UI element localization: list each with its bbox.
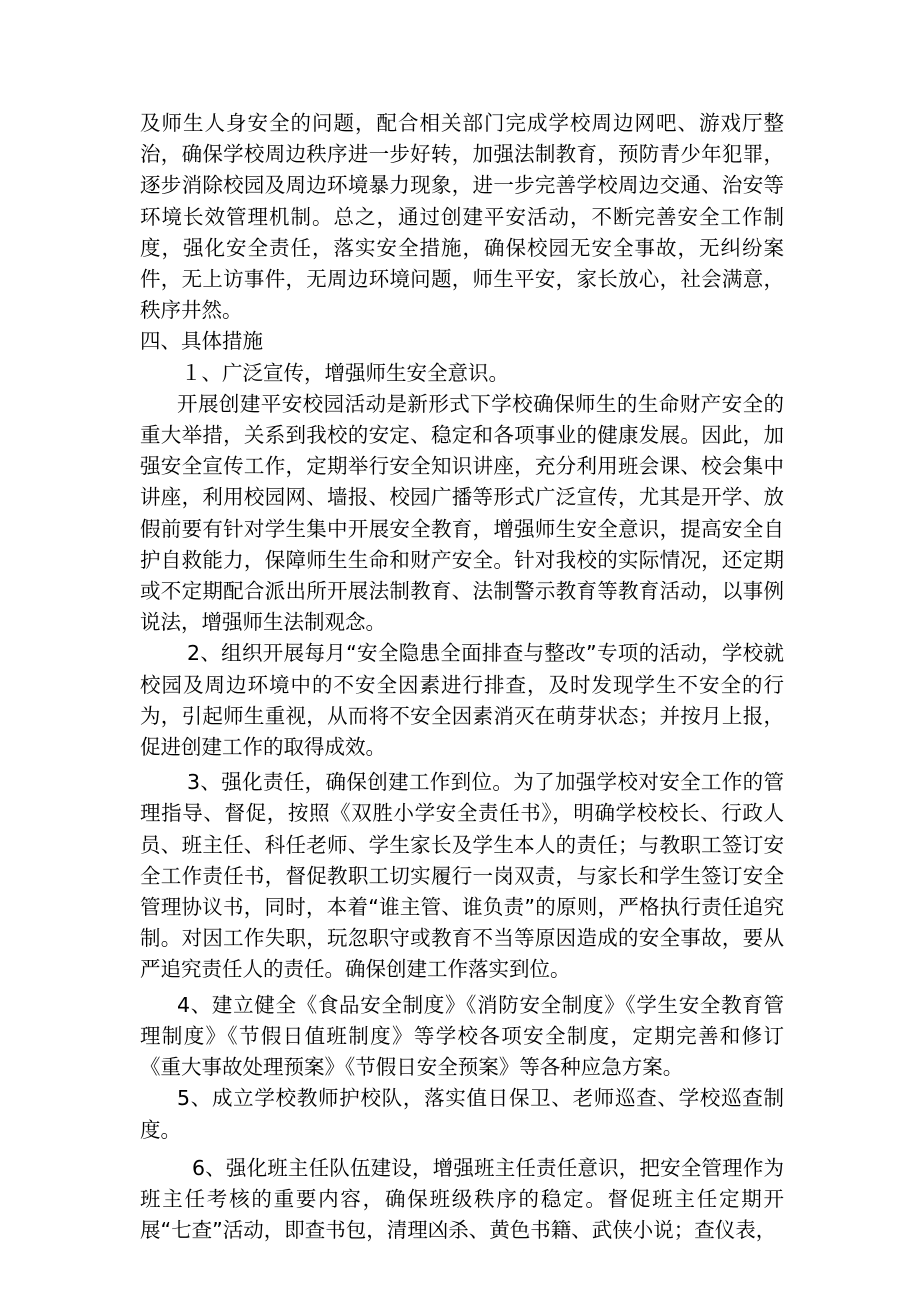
document-page: [140, 108, 784, 1246]
measure-1-heading: １、广泛宣传，增强师生安全意识。: [181, 360, 509, 385]
measure-1-body: 开展创建平安校园活动是新形式下学校确保师生的生命财产安全的重大举措，关系到我校的安定、稳定和各项事业的健康发展。因此，加强安全宣传工作，定期举行安全知识讲座，充分利用班会课、校会集中讲座，利用校园网、墙报、校园广播等形式广泛宣传，尤其是开学、放假前要有针对学生集中开展安全教育，增强师生安全意识，提高安全自护自救能力，保障师生生命和财产安全。针对我校的实际情况，还定期或不定期配合派出所开展法制教育、法制警示教育等教育活动，以事例说法，增强师生法制观念。: [140, 391, 784, 635]
paragraph-goals-continued: 及师生人身安全的问题，配合相关部门完成学校周边网吧、游戏厅整治，确保学校周边秩序进一步好转，加强法制教育，预防青少年犯罪，逐步消除校园及周边环境暴力现象，进一步完善学校周边交通、治安等环境长效管理机制。总之，通过创建平安活动，不断完善安全工作制度，强化安全责任，落实安全措施，确保校园无安全事故，无纠纷案件，无上访事件，无周边环境问题，师生平安，家长放心，社会满意，秩序井然。: [140, 111, 784, 323]
measure-3: 3、强化责任，确保创建工作到位。为了加强学校对安全工作的管理指导、督促，按照《双胜小学安全责任书》，明确学校校长、行政人员、班主任、科任老师、学生家长及学生本人的责任；与教职工签订安全工作责任书，督促教职工切实履行一岗双责，与家长和学生签订安全管理协议书，同时，本着“谁主管、谁负责”的原则，严格执行责任追究制。对因工作失职，玩忽职守或教育不当等原因造成的安全事故，要从严追究责任人的责任。确保创建工作落实到位。: [140, 770, 784, 982]
measure-4: 4、建立健全《食品安全制度》《消防安全制度》《学生安全教育管理制度》《节假日值班制度》等学校各项安全制度，定期完善和修订《重大事故处理预案》《节假日安全预案》等各种应急方案。: [140, 992, 784, 1080]
section-heading-measures: 四、具体措施: [140, 329, 263, 354]
measure-2: 2、组织开展每月“安全隐患全面排查与整改”专项的活动，学校就校园及周边环境中的不安全因素进行排查，及时发现学生不安全的行为，引起师生重视，从而将不安全因素消灭在萌芽状态；并按月上报，促进创建工作的取得成效。: [140, 641, 784, 760]
measure-6: 6、强化班主任队伍建设，增强班主任责任意识，把安全管理作为班主任考核的重要内容，确保班级秩序的稳定。督促班主任定期开展“七查”活动，即查书包，清理凶杀、黄色书籍、武侠小说；查仪表，: [140, 1155, 784, 1243]
measure-5: 5、成立学校教师护校队，落实值日保卫、老师巡查、学校巡查制度。: [140, 1086, 784, 1142]
